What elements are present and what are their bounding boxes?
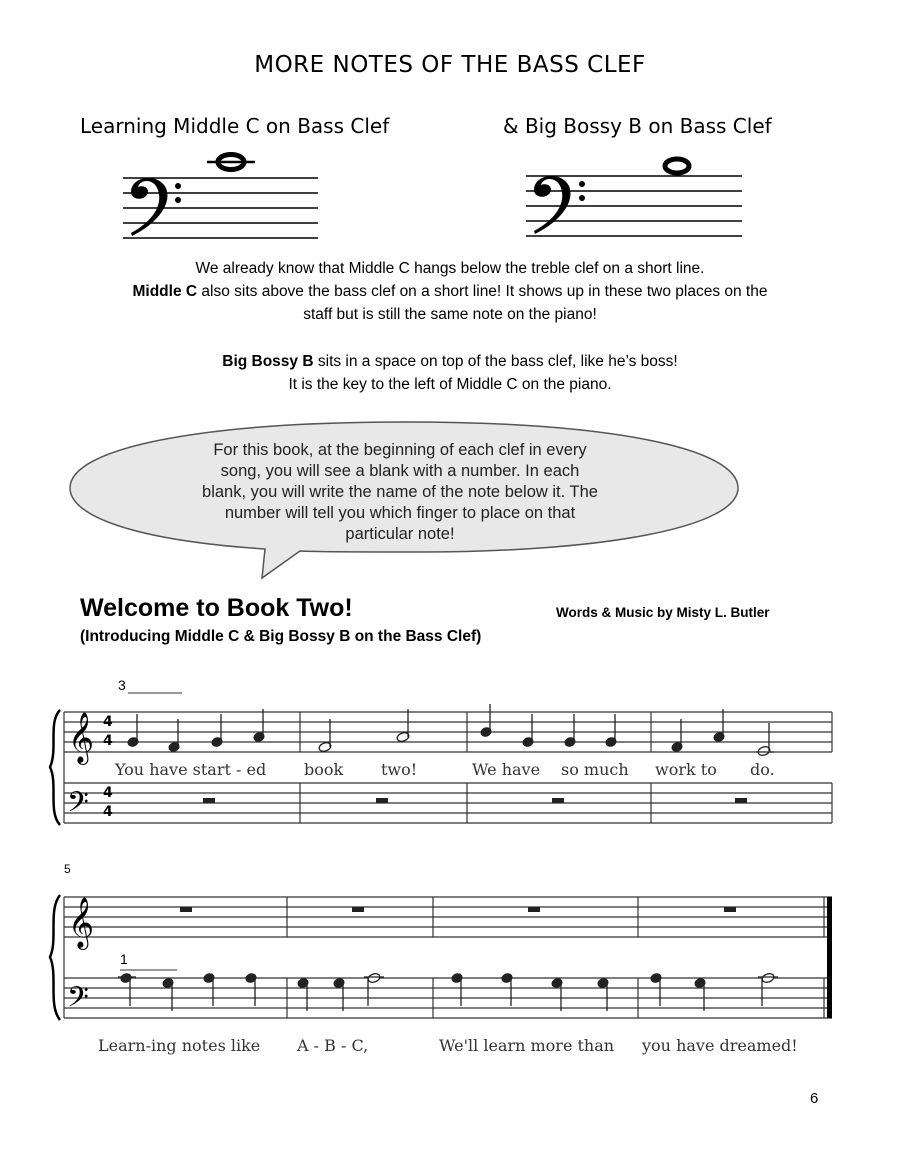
- lyric: We'll learn more than: [439, 1036, 615, 1055]
- lyric: do.: [750, 760, 775, 779]
- song-title: Welcome to Book Two!: [80, 594, 353, 622]
- system-2-rests: [180, 907, 736, 912]
- bubble-line-1: For this book, at the beginning of each clef in every: [213, 441, 587, 459]
- treble-clef-icon: 𝄞: [68, 712, 95, 763]
- system-1: [64, 693, 832, 823]
- lyric: A - B - C,: [297, 1036, 369, 1055]
- finger-number-blank-2: 1: [120, 951, 128, 967]
- grand-staff-brace: [50, 710, 60, 825]
- intro-line-3: staff but is still the same note on the piano!: [303, 306, 597, 323]
- intro-line-2: [70, 280, 830, 303]
- bass-clef-small-icon: 𝄢: [67, 981, 89, 1021]
- svg-text:4: 4: [103, 733, 113, 749]
- intro-paragraph: [70, 257, 830, 326]
- lyric: You have start - ed: [115, 760, 267, 779]
- system-1-rests: [203, 798, 747, 803]
- intro-line-1: We already know that Middle C hangs below the treble clef on a short line.: [195, 260, 705, 277]
- bossy-line-1-rest: sits in a space on top of the bass clef, like he’s boss!: [313, 353, 678, 370]
- system-2: [64, 897, 832, 1018]
- lyric: two!: [381, 760, 418, 779]
- middle-c-example-staff: [123, 162, 318, 238]
- grand-staff-brace: [50, 895, 60, 1020]
- bubble-line-3: blank, you will write the name of the note below it. The: [202, 483, 598, 501]
- bubble-line-5: particular note!: [345, 525, 455, 543]
- svg-text:4: 4: [103, 804, 113, 820]
- svg-text:4: 4: [103, 785, 113, 801]
- final-barline: [827, 897, 832, 1018]
- bass-clef-small-icon: 𝄢: [67, 786, 89, 826]
- bossy-line-1: [70, 350, 830, 373]
- measure-number: 5: [64, 862, 71, 876]
- lyric: We have: [472, 760, 541, 779]
- middle-c-bold: Middle C: [132, 283, 198, 300]
- big-bossy-b-paragraph: [70, 350, 830, 396]
- finger-number-blank-1: 3: [118, 677, 126, 693]
- song-credit: Words & Music by Misty L. Butler: [556, 605, 770, 620]
- bossy-line-2: It is the key to the left of Middle C on the piano.: [288, 376, 612, 393]
- bubble-line-2: song, you will see a blank with a number. In each: [220, 462, 580, 480]
- bubble-line-4: number will tell you which finger to place on that: [224, 504, 576, 522]
- song-subtitle: (Introducing Middle C & Big Bossy B on the Bass Clef): [80, 628, 482, 645]
- big-bossy-b-example-staff: [526, 176, 742, 236]
- bass-clef-icon: [534, 176, 585, 234]
- lyric: so much: [561, 760, 629, 779]
- svg-text:4: 4: [103, 714, 113, 730]
- treble-clef-icon: 𝄞: [68, 897, 95, 948]
- page-title: MORE NOTES OF THE BASS CLEF: [254, 52, 646, 78]
- time-signature: [103, 714, 113, 820]
- big-bossy-b-bold: Big Bossy B: [222, 353, 314, 370]
- lyric: book: [304, 760, 344, 779]
- speech-bubble-text: [160, 440, 640, 545]
- lyric: work to: [655, 760, 717, 779]
- lyric: Learn-ing notes like: [98, 1036, 261, 1055]
- intro-line-2-rest: also sits above the bass clef on a short line! It shows up in these two places on the: [197, 283, 768, 300]
- lyric: you have dreamed!: [642, 1036, 798, 1055]
- bass-clef-icon: [131, 178, 181, 236]
- page-number: 6: [810, 1090, 819, 1107]
- big-bossy-b-whole-note: [665, 159, 689, 173]
- subtitle-middle-c: Learning Middle C on Bass Clef: [80, 114, 390, 138]
- subtitle-big-bossy-b: & Big Bossy B on Bass Clef: [503, 114, 772, 138]
